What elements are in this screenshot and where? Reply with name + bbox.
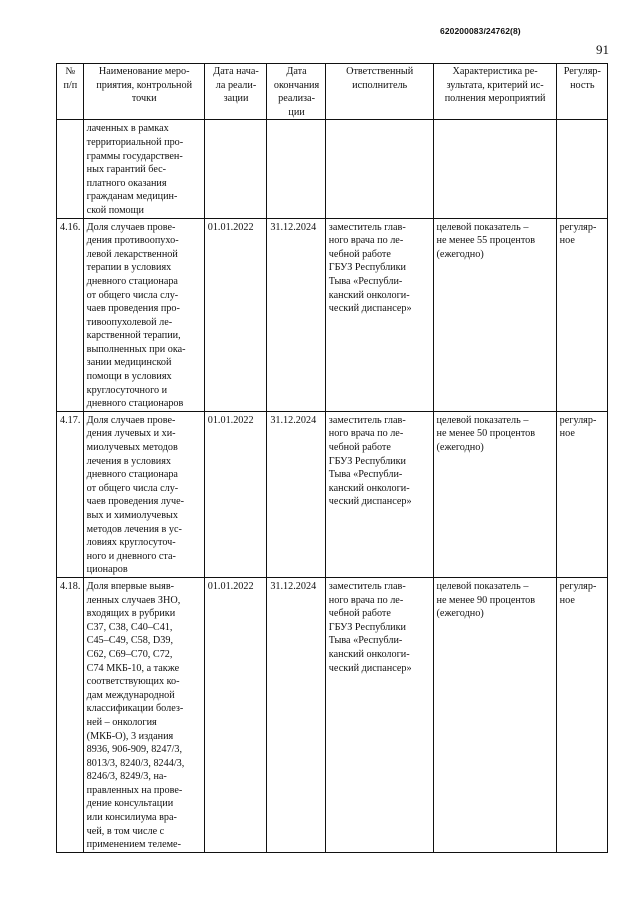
cell-start-date: 01.01.2022 bbox=[204, 577, 267, 852]
table-row-continuation bbox=[57, 120, 608, 218]
cell-number: 4.18. bbox=[57, 577, 84, 852]
table-row bbox=[57, 218, 608, 411]
cell-start-date bbox=[204, 120, 267, 218]
column-header-start-date: Дата нача- ла реали- зации bbox=[204, 64, 267, 120]
cell-regularity: регуляр- ное bbox=[556, 577, 607, 852]
cell-end-date: 31.12.2024 bbox=[267, 577, 325, 852]
measures-table bbox=[56, 63, 608, 853]
table-row bbox=[57, 411, 608, 577]
cell-start-date: 01.01.2022 bbox=[204, 218, 267, 411]
table-header-row bbox=[57, 64, 608, 120]
cell-name: Доля случаев прове- дения лучевых и хи- миолучевых методов лечения в условиях дневного стационара от общего числа слу- чаев проведения луче- вых и химиолучевых методов лечения в ус- ловиях круглосуточ- ного и дневного ста- ционаров bbox=[83, 411, 204, 577]
cell-number: 4.17. bbox=[57, 411, 84, 577]
cell-responsible: заместитель глав- ного врача по ле- чебной работе ГБУЗ Республики Тыва «Республи- канский онкологи- ческий диспансер» bbox=[325, 577, 433, 852]
cell-name: лаченных в рамках территориальной про- граммы государствен- ных гарантий бес- платного оказания гражданам медицин- ской помощи bbox=[83, 120, 204, 218]
column-header-number: № п/п bbox=[57, 64, 84, 120]
column-header-characteristic: Характеристика ре- зультата, критерий ис- полнения мероприятий bbox=[433, 64, 556, 120]
cell-regularity: регуляр- ное bbox=[556, 411, 607, 577]
cell-responsible: заместитель глав- ного врача по ле- чебной работе ГБУЗ Республики Тыва «Республи- канский онкологи- ческий диспансер» bbox=[325, 218, 433, 411]
page-number: 91 bbox=[596, 42, 609, 57]
column-header-end-date: Дата окончания реализа- ции bbox=[267, 64, 325, 120]
cell-characteristic bbox=[433, 120, 556, 218]
cell-end-date: 31.12.2024 bbox=[267, 218, 325, 411]
cell-start-date: 01.01.2022 bbox=[204, 411, 267, 577]
cell-characteristic: целевой показатель – не менее 50 процентов (ежегодно) bbox=[433, 411, 556, 577]
cell-characteristic: целевой показатель – не менее 90 процентов (ежегодно) bbox=[433, 577, 556, 852]
cell-name: Доля случаев прове- дения противоопухо- левой лекарственной терапии в условиях дневного стационара от общего числа слу- чаев проведения про- тивоопухолевой ле- карственной терапии, выполненных при ока- зании медицинской помощи в условиях круглосуточного и дневного стационаров bbox=[83, 218, 204, 411]
document-number: 620200083/24762(8) bbox=[440, 26, 521, 36]
cell-responsible: заместитель глав- ного врача по ле- чебной работе ГБУЗ Республики Тыва «Республи- канский онкологи- ческий диспансер» bbox=[325, 411, 433, 577]
cell-characteristic: целевой показатель – не менее 55 процентов (ежегодно) bbox=[433, 218, 556, 411]
cell-regularity bbox=[556, 120, 607, 218]
column-header-responsible: Ответственный исполнитель bbox=[325, 64, 433, 120]
cell-end-date: 31.12.2024 bbox=[267, 411, 325, 577]
cell-regularity: регуляр- ное bbox=[556, 218, 607, 411]
column-header-regularity: Регуляр- ность bbox=[556, 64, 607, 120]
cell-responsible bbox=[325, 120, 433, 218]
cell-name: Доля впервые выяв- ленных случаев ЗНО, входящих в рубрики C37, C38, C40–C41, C45–C49, C58, D39, C62, C69–C70, C72, C74 МКБ-10, а также соответствующих ко- дам международной классификации болез- ней – онкология (МКБ-О), 3 издания 8936, 906-909, 8247/3, 8013/3, 8240/3, 8244/3, 8246/3, 8249/3, на- правленных на прове- дение консультации или консилиума вра- чей, в том числе с применением телеме- bbox=[83, 577, 204, 852]
column-header-name: Наименование меро- приятия, контрольной точки bbox=[83, 64, 204, 120]
cell-number bbox=[57, 120, 84, 218]
cell-number: 4.16. bbox=[57, 218, 84, 411]
table-row bbox=[57, 577, 608, 852]
cell-end-date bbox=[267, 120, 325, 218]
